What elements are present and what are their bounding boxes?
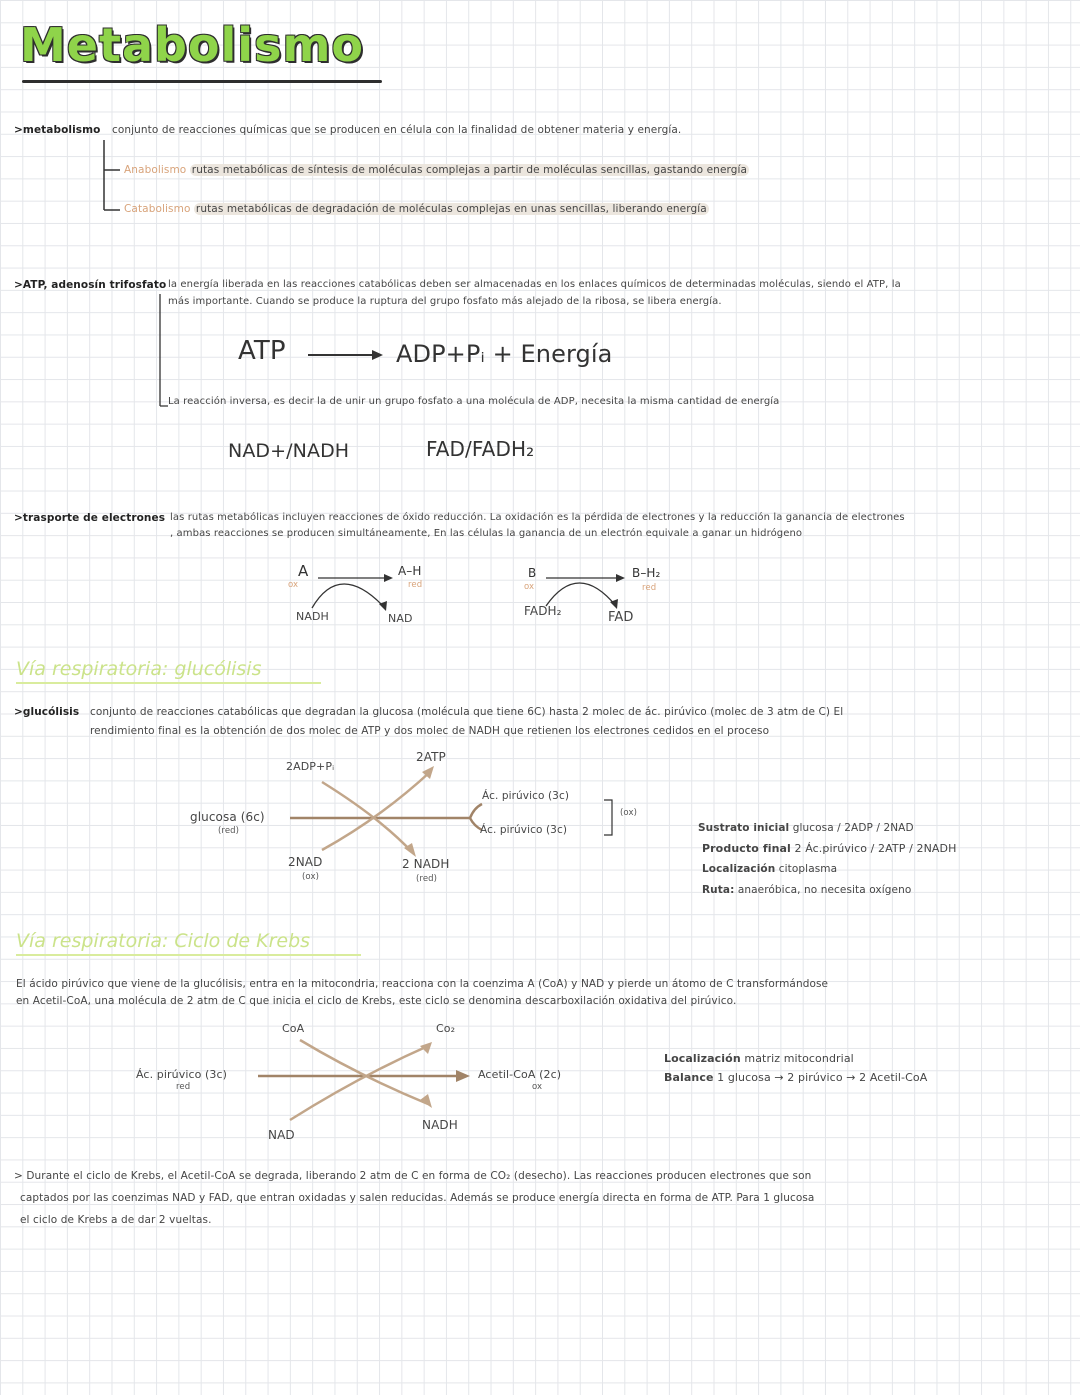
localizacion-value: citoplasma xyxy=(778,863,838,875)
sustrato-value: glucosa / 2ADP / 2NAD xyxy=(792,822,914,834)
krebs-piruvico: Ác. pirúvico (3c) xyxy=(136,1068,228,1081)
krebs-acetil: Acetil-CoA (2c) xyxy=(478,1068,562,1081)
ruta-label: Ruta: xyxy=(702,884,735,896)
redox-fad: FAD xyxy=(608,610,634,625)
krebs-paragraph-2: captados por las coenzimas NAD y FAD, que entran oxidadas y salen reducidas. Además se produce energía directa en forma de ATP. Para 1 glucosa xyxy=(20,1192,815,1204)
atp-inverse: La reacción inversa, es decir la de unir un grupo fosfato a una molécula de ADP, necesita la misma cantidad de energía xyxy=(168,396,780,407)
krebs-line-1: El ácido pirúvico que viene de la glucólisis, entra en la mitocondria, reacciona con la coenzima A (CoA) y NAD y pierde un átomo de C transformándose xyxy=(16,978,829,990)
gluc-adp: 2ADP+Pᵢ xyxy=(286,760,335,773)
krebs-line-2: en Acetil-CoA, una molécula de 2 atm de C que inicia el ciclo de Krebs, este ciclo se denomina descarboxilación oxidativa del pirúvico. xyxy=(16,995,737,1007)
localizacion-label: Localización xyxy=(702,863,776,875)
atp-equation-left: ATP xyxy=(238,336,286,366)
metabolismo-lead: >metabolismo xyxy=(14,124,101,136)
krebs-loc-row xyxy=(664,1052,854,1065)
krebs-balance-label: Balance xyxy=(664,1071,714,1084)
sustrato-label: Sustrato inicial xyxy=(698,822,790,834)
krebs-piruvico-red: red xyxy=(176,1082,191,1092)
catabolismo-term: Catabolismo xyxy=(124,203,191,215)
page-title: Metabolismo xyxy=(20,18,364,72)
redox-bh-red: red xyxy=(642,583,657,593)
catabolismo-definition: rutas metabólicas de degradación de moléculas complejas en unas sencillas, liberando energía xyxy=(195,203,707,215)
krebs-heading: Vía respiratoria: Ciclo de Krebs xyxy=(16,930,311,952)
anabolismo-definition: rutas metabólicas de síntesis de moléculas complejas a partir de moléculas sencillas, gastando energía xyxy=(191,164,748,176)
transporte-line-1: las rutas metabólicas incluyen reacciones de óxido reducción. La oxidación es la pérdida de electrones y la reducción la ganancia de electrones xyxy=(170,512,905,523)
gluc-nadh-red: (red) xyxy=(416,874,438,884)
atp-line-2: más importante. Cuando se produce la ruptura del grupo fosfato más alejado de la ribosa, se libera energía. xyxy=(168,296,722,307)
krebs-paragraph-3: el ciclo de Krebs a de dar 2 vueltas. xyxy=(20,1214,212,1226)
krebs-balance-row xyxy=(664,1071,927,1084)
gluc-glucosa: glucosa (6c) xyxy=(190,810,265,824)
gluc-atp: 2ATP xyxy=(416,750,446,764)
redox-nadh: NADH xyxy=(296,610,329,623)
krebs-coa: CoA xyxy=(282,1022,305,1035)
fad-pair: FAD/FADH₂ xyxy=(426,437,535,461)
gluc-glucosa-red: (red) xyxy=(218,826,240,836)
redox-ah: A–H xyxy=(398,564,422,578)
krebs-paragraph-1: > Durante el ciclo de Krebs, el Acetil-CoA se degrada, liberando 2 atm de C en forma de CO₂ (desecho). Las reacciones producen electrones que son xyxy=(14,1170,812,1182)
producto-value: 2 Ác.pirúvico / 2ATP / 2NADH xyxy=(794,842,957,855)
krebs-loc-label: Localización xyxy=(664,1052,741,1065)
krebs-nad: NAD xyxy=(268,1128,295,1142)
redox-bh: B–H₂ xyxy=(632,566,661,580)
atp-lead: >ATP, adenosín trifosfato xyxy=(14,279,167,291)
redox-b-ox: ox xyxy=(524,582,535,592)
atp-equation-right: ADP+Pᵢ + Energía xyxy=(396,340,613,368)
nad-pair: NAD+/NADH xyxy=(228,440,350,462)
krebs-balance-value: 1 glucosa → 2 pirúvico → 2 Acetil-CoA xyxy=(717,1071,928,1084)
ruta-value: anaeróbica, no necesita oxígeno xyxy=(737,884,912,896)
krebs-acetil-ox: ox xyxy=(532,1082,543,1092)
gluc-nadh: 2 NADH xyxy=(402,857,450,871)
glucolisis-line-2: rendimiento final es la obtención de dos molec de ATP y dos molec de NADH que retienen los electrones cedidos en el proceso xyxy=(90,725,770,737)
gluc-nad: 2NAD xyxy=(288,855,323,869)
krebs-nadh: NADH xyxy=(422,1118,458,1132)
producto-label: Producto final xyxy=(702,842,791,855)
redox-nad: NAD xyxy=(388,612,413,625)
krebs-loc-value: matriz mitocondrial xyxy=(744,1052,854,1065)
gluc-nad-ox: (ox) xyxy=(302,872,320,882)
redox-ah-red: red xyxy=(408,580,423,590)
metabolismo-definition: conjunto de reacciones químicas que se producen en célula con la finalidad de obtener materia y energía. xyxy=(112,124,682,136)
krebs-co2: Co₂ xyxy=(436,1022,456,1035)
gluc-piruvico-2: Ác. pirúvico (3c) xyxy=(480,824,568,836)
transporte-line-2: , ambas reacciones se producen simultáneamente, En las células la ganancia de un electrón equivale a ganar un hidrógeno xyxy=(170,528,803,539)
atp-line-1: la energía liberada en las reacciones catabólicas deben ser almacenadas en los enlaces químicos de determinadas moléculas, siendo el ATP, la xyxy=(168,279,901,290)
redox-a-ox: ox xyxy=(288,580,299,590)
redox-b: B xyxy=(528,566,537,580)
redox-a: A xyxy=(298,562,309,580)
glucolisis-lead: >glucólisis xyxy=(14,706,80,718)
anabolismo-term: Anabolismo xyxy=(124,164,187,176)
glucolisis-heading: Vía respiratoria: glucólisis xyxy=(16,658,262,680)
transporte-lead: >trasporte de electrones xyxy=(14,512,166,524)
glucolisis-line-1: conjunto de reacciones catabólicas que degradan la glucosa (molécula que tiene 6C) hasta 2 molec de ác. pirúvico (molec de 3 atm de C) El xyxy=(90,706,844,718)
gluc-piruvico-1: Ác. pirúvico (3c) xyxy=(482,790,570,802)
gluc-ox: (ox) xyxy=(620,808,638,818)
redox-fadh: FADH₂ xyxy=(524,604,562,618)
